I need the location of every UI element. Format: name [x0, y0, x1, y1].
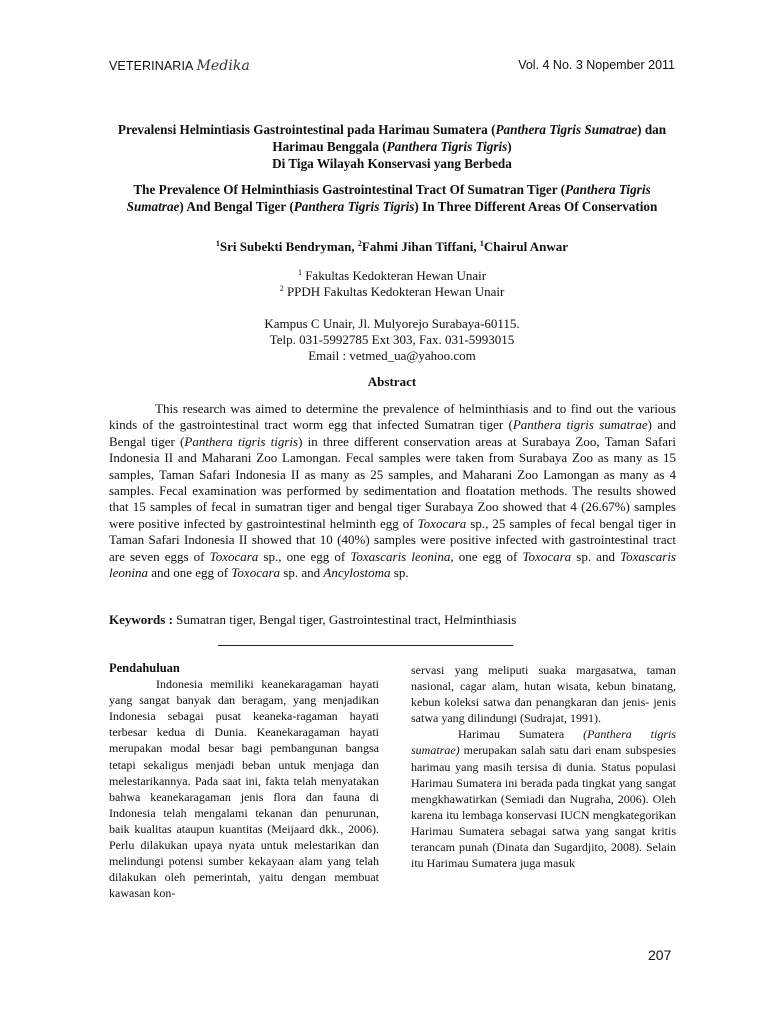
issue-info: Vol. 4 No. 3 Nopember 2011 [518, 58, 675, 72]
body-text: Harimau Sumatera [458, 727, 584, 742]
body-text: merupakan salah satu dari enam subspesies harimau yang masih tersisa di dunia. Status populasi Harimau Sumatera ini berada pada tingkat yang sangat mengkhawatirkan (Semiadi dan Nugraha, 2006). Oleh karena itu lembaga konservasi IUCN mengkategorikan Harimau Sumatera sebagai satwa yang sangat kritis terancam punah (Dinata dan Sugardjito, 2008). Selain itu Harimau Sumatera juga masuk [411, 743, 676, 871]
author-affil-mark: 1 [479, 239, 484, 248]
title-id-species-1: Panthera Tigris Sumatrae [495, 122, 638, 137]
affiliation-mark: 2 [279, 284, 284, 293]
title-en-species-2: Panthera Tigris Tigris [293, 199, 415, 214]
title-en-text: The Prevalence Of Helminthiasis Gastrointestinal Tract Of Sumatran Tiger ( [133, 182, 565, 197]
address-line: Kampus C Unair, Jl. Mulyorejo Surabaya-60115. [264, 316, 520, 331]
page-number: 207 [648, 947, 672, 963]
author-name: Chairul Anwar [483, 239, 569, 254]
journal-logo-script: Medika [196, 58, 250, 74]
right-column [411, 662, 676, 871]
affiliation-mark: 1 [297, 268, 302, 277]
intro-paragraph-continued: servasi yang meliputi suaka margasatwa, taman nasional, cagar alam, hutan wisata, kebun binatang, kebun koleksi satwa dan penangkaran dan jenis- jenis satwa yang dilindungi (Sudrajat, 1991). [411, 663, 676, 726]
intro-paragraph: Indonesia memiliki keanekaragaman hayati yang sangat banyak dan beragam, yang menjadikan Indonesia sebagai pusat keaneka-ragaman hayati terbesar kedua di Dunia. Keanekaragaman hayati merupakan modal besar bagi pembangunan bangsa tetapi sekaligus menjadi beban untuk menjaga dan melestarikannya. Pada saat ini, fakta telah menyatakan bahwa keanekaragaman jenis flora dan fauna di Indonesia telah mengalami tekanan dan penurunan, baik kualitas ataupun kuantitas (Meijaard dkk., 2006). Perlu dilakukan upaya nyata untuk melestarikan dan melindungi potensi sumber kekayaan alam yang telah dilakukan oleh pemerintah, yaitu dengan membuat kawasan kon- [109, 677, 379, 901]
affiliation-text: PPDH Fakultas Kedokteran Hewan Unair [283, 284, 505, 299]
abstract-body [109, 401, 676, 581]
keywords-text: Sumatran tiger, Bengal tiger, Gastrointestinal tract, Helminthiasis [172, 612, 517, 627]
title-id-text: Prevalensi Helmintiasis Gastrointestinal pada Harimau Sumatera ( [117, 122, 496, 137]
abstract-text: sp., 25 samples of fecal bengal tiger in Taman Safari Indonesia II showed that 10 (40%) samples were positive infected with gastrointestinal tract are seven eggs of [109, 515, 676, 564]
author-list [109, 239, 675, 255]
abstract-text: sp. [390, 565, 409, 581]
abstract-text: ) in three different conservation areas at Surabaya Zoo, Taman Safari Indonesia II and Maharani Zoo Lamongan. Fecal samples were taken from Surabaya Zoo as many as 15 samples, Taman Safari Indonesia II as many as 25 samples, and Maharani Zoo Lamongan as many as 4 samples. Fecal examination was performed by sedimentation and floatation methods. The results showed that 15 samples of fecal in sumatran tiger and bengal tiger Surabaya Zoo showed that 4 (26.67%) samples were positive infected by gastrointestinal helminth egg of [109, 433, 676, 531]
title-en-species-1: Panthera Tigris Sumatrae [126, 182, 651, 214]
left-column [109, 660, 379, 901]
intro-paragraph [411, 726, 676, 871]
journal-name-text: VETERINARIA [109, 59, 194, 73]
journal-name [109, 58, 250, 74]
title-id-text: ) [507, 139, 512, 154]
title-id-line3: Di Tiga Wilayah Konservasi yang Berbeda [272, 156, 512, 171]
abstract-text: sp., one egg of [258, 548, 351, 564]
section-heading-pendahuluan: Pendahuluan [109, 661, 180, 675]
abstract-text: ) and Bengal tiger ( [109, 417, 676, 449]
species-name: Panthera tigris tigris [184, 433, 299, 449]
keywords-label: Keywords : [109, 612, 173, 627]
author-name: Sri Subekti Bendryman, [219, 239, 358, 254]
author-affil-mark: 1 [215, 239, 220, 248]
species-name: Toxascaris leonina [109, 548, 676, 581]
abstract-paragraph [109, 401, 676, 581]
running-header [109, 58, 675, 78]
title-english [109, 181, 675, 215]
species-name: Toxascaris leonina, [350, 548, 454, 564]
abstract-text: one egg of [453, 548, 523, 564]
section-divider [218, 645, 513, 646]
title-indonesian [109, 121, 675, 172]
author-name: Fahmi Jihan Tiffani, [361, 239, 480, 254]
abstract-text: This research was aimed to determine the prevalence of helminthiasis and to find out the various kinds of the gastrointestinal tract worm egg that infected Sumatran tiger ( [109, 401, 676, 433]
affiliation [109, 284, 675, 300]
phone-fax-line: Telp. 031-5992785 Ext 303, Fax. 031-5993015 [269, 332, 515, 347]
species-name: Toxocara [231, 565, 281, 581]
species-name: Toxocara [522, 548, 572, 564]
title-en-text: ) In Three Different Areas Of Conservation [414, 199, 658, 214]
abstract-text: sp. and [571, 548, 621, 564]
contact-address [109, 316, 675, 364]
species-name: Toxocara [417, 515, 467, 531]
affiliation-text: Fakultas Kedokteran Hewan Unair [301, 268, 487, 283]
species-name: Panthera tigris sumatrae [512, 417, 648, 433]
email-line: Email : vetmed_ua@yahoo.com [308, 348, 476, 363]
abstract-heading: Abstract [367, 374, 417, 389]
affiliations [109, 268, 675, 300]
title-id-text: ) dan Harimau Benggala ( [272, 122, 667, 154]
species-name: Toxocara [209, 548, 259, 564]
species-name: Ancylostoma [323, 565, 391, 581]
abstract-text: and one egg of [148, 565, 232, 581]
abstract-text: sp. and [280, 565, 324, 581]
species-name: (Panthera tigris sumatrae) [411, 727, 676, 758]
affiliation [109, 268, 675, 284]
title-id-species-2: Panthera Tigris Tigris [386, 139, 508, 154]
keywords [109, 612, 676, 628]
author-affil-mark: 2 [357, 239, 362, 248]
title-en-text: ) And Bengal Tiger ( [179, 199, 294, 214]
